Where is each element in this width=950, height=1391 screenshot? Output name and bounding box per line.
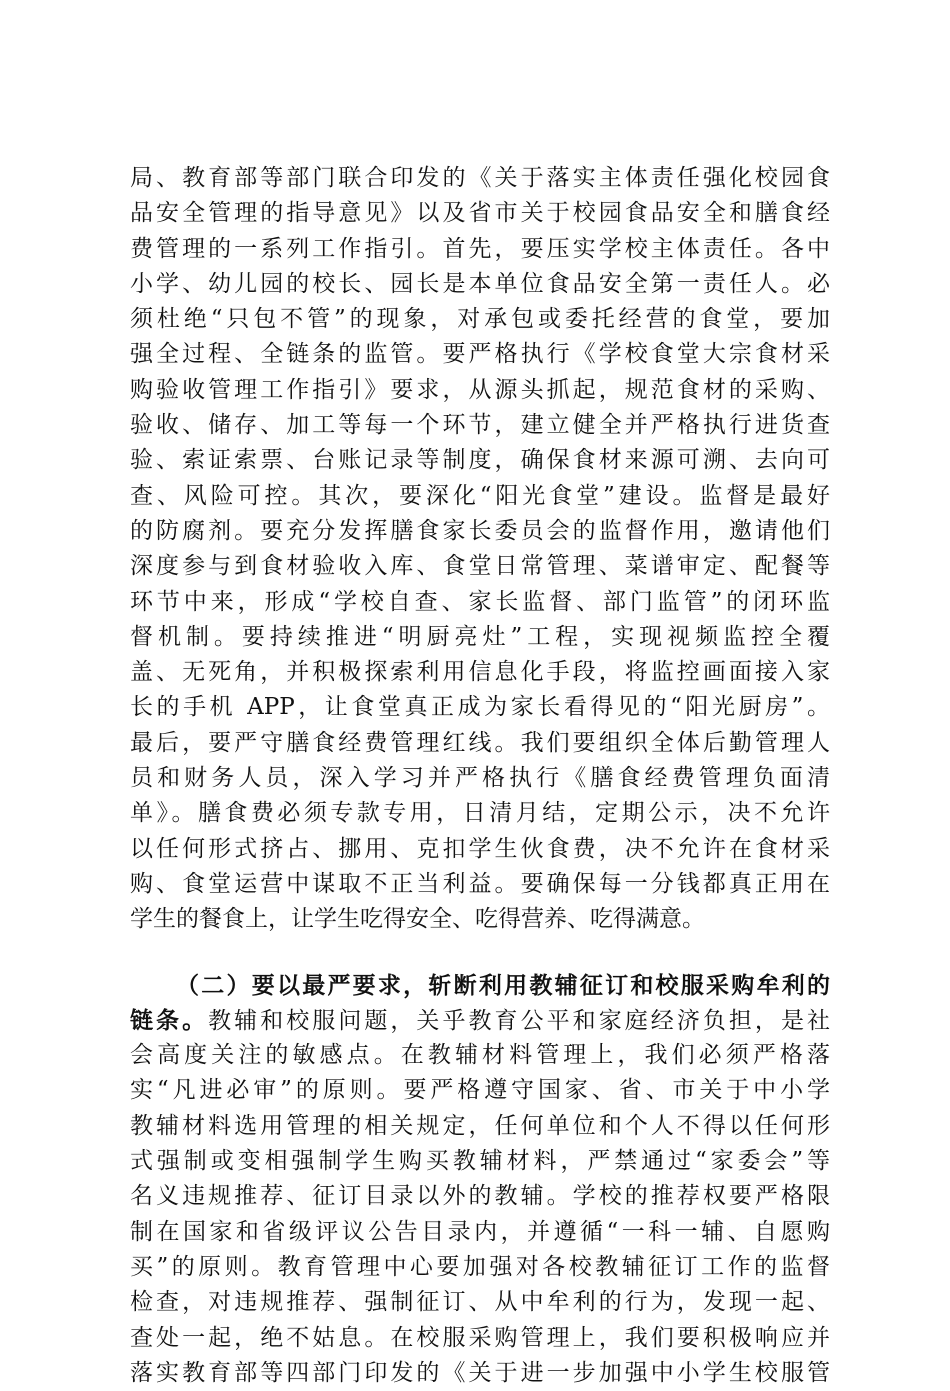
- document-body: [130, 161, 830, 1391]
- text-line: 小学、幼儿园的校长、园长是本单位食品安全第一责任人。必: [130, 270, 830, 297]
- text-line: 强全过程、全链条的监管。要严格执行《学校食堂大宗食材采: [130, 341, 830, 368]
- text-line: 局、教育部等部门联合印发的《关于落实主体责任强化校园食: [130, 165, 830, 191]
- text-line: 检查，对违规推荐、强制征订、从中牟利的行为，发现一起、: [130, 1289, 830, 1316]
- paragraph-food-safety: [130, 161, 830, 938]
- text-line: 验、索证索票、台账记录等制度，确保食材来源可溯、去向可: [130, 447, 830, 474]
- text-line: 名义违规推荐、征订目录以外的教辅。学校的推荐权要严格限: [130, 1183, 830, 1210]
- paragraph-spacer: [130, 938, 830, 968]
- text-line: 环节中来，形成“学校自查、家长监督、部门监管”的闭环监: [130, 588, 830, 615]
- paragraph-textbooks-uniforms: [130, 968, 830, 1391]
- text-line: 盖、无死角，并积极探索利用信息化手段，将监控画面接入家: [130, 659, 830, 686]
- text-line: 最后，要严守膳食经费管理红线。我们要组织全体后勤管理人: [130, 729, 830, 756]
- text-line: 购、食堂运营中谋取不正当利益。要确保每一分钱都真正用在: [130, 870, 830, 897]
- text-line: 购验收管理工作指引》要求，从源头抓起，规范食材的采购、: [130, 376, 830, 403]
- text-line: 长的手机 APP，让食堂真正成为家长看得见的“阳光厨房”。: [130, 694, 830, 721]
- section-heading-continued: 链条。: [130, 1006, 209, 1034]
- text-line: 单》。膳食费必须专款专用，日清月结，定期公示，决不允许: [130, 800, 830, 827]
- text-line: 以任何形式挤占、挪用、克扣学生伙食费，决不允许在食材采: [130, 835, 830, 862]
- text-line: 买”的原则。教育管理中心要加强对各校教辅征订工作的监督: [130, 1253, 830, 1280]
- text-line: 查、风险可控。其次，要深化“阳光食堂”建设。监督是最好: [130, 482, 830, 509]
- text-line: 深度参与到食材验收入库、食堂日常管理、菜谱审定、配餐等: [130, 553, 830, 580]
- text-line: 督机制。要持续推进“明厨亮灶”工程，实现视频监控全覆: [130, 623, 830, 650]
- text-line: 须杜绝“只包不管”的现象，对承包或委托经营的食堂，要加: [130, 306, 830, 333]
- text-line: 式强制或变相强制学生购买教辅材料，严禁通过“家委会”等: [130, 1148, 830, 1175]
- text-line: 验收、储存、加工等每一个环节，建立健全并严格执行进货查: [130, 412, 830, 439]
- text-line: 落实教育部等四部门印发的《关于进一步加强中小学生校服管: [130, 1359, 830, 1386]
- text-line: 教辅材料选用管理的相关规定，任何单位和个人不得以任何形: [130, 1112, 830, 1139]
- text-line: 员和财务人员，深入学习并严格执行《膳食经费管理负面清: [130, 765, 830, 792]
- text-line: 会高度关注的敏感点。在教辅材料管理上，我们必须严格落: [130, 1042, 830, 1069]
- text-line: [130, 1003, 830, 1038]
- text-line: 实“凡进必审”的原则。要严格遵守国家、省、市关于中小学: [130, 1077, 830, 1104]
- text-span: 教辅和校服问题，关乎教育公平和家庭经济负担，是社: [208, 1007, 831, 1034]
- section-heading: （二）要以最严要求，斩断利用教辅征订和校服采购牟利的: [176, 971, 830, 999]
- text-line: 制在国家和省级评议公告目录内，并遵循“一科一辅、自愿购: [130, 1218, 830, 1245]
- text-line: 学生的餐食上，让学生吃得安全、吃得营养、吃得满意。: [130, 906, 705, 933]
- text-line: 品安全管理的指导意见》以及省市关于校园食品安全和膳食经: [130, 200, 830, 227]
- text-line: 查处一起，绝不姑息。在校服采购管理上，我们要积极响应并: [130, 1324, 830, 1351]
- text-line: 的防腐剂。要充分发挥膳食家长委员会的监督作用，邀请他们: [130, 517, 830, 544]
- text-line: 费管理的一系列工作指引。首先，要压实学校主体责任。各中: [130, 235, 830, 262]
